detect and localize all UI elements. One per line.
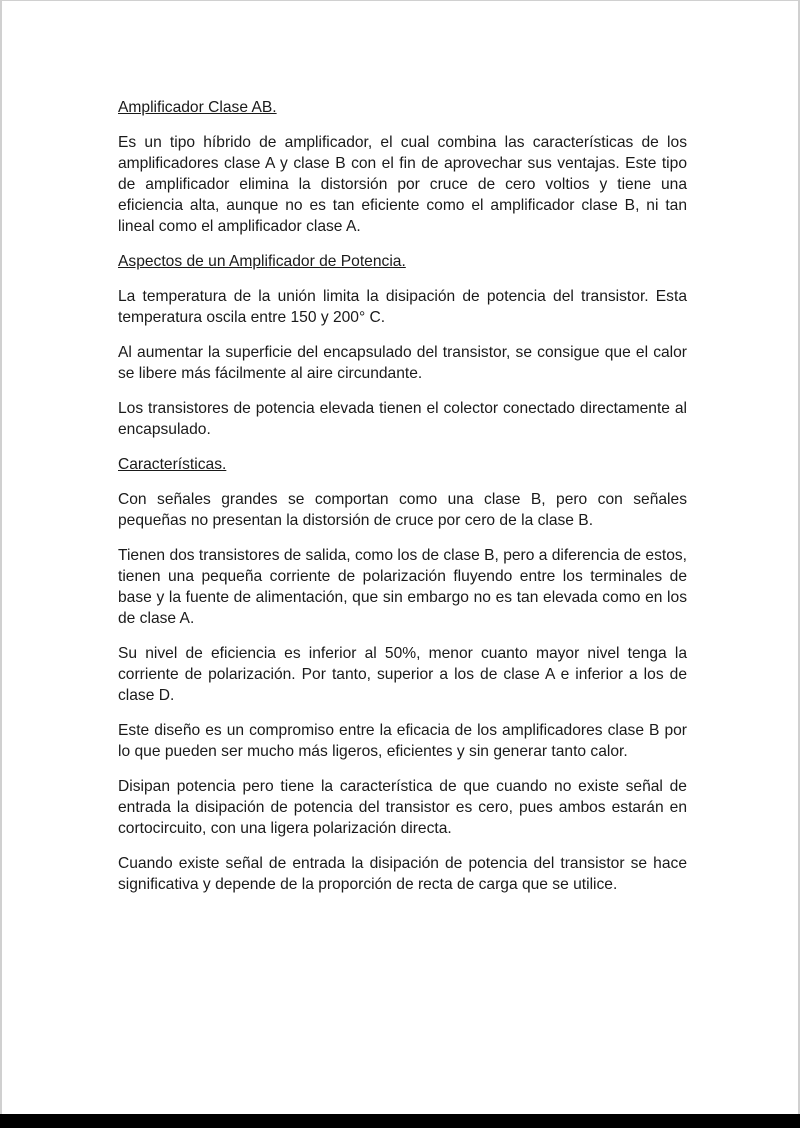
section-heading: Características.	[118, 456, 227, 473]
paragraph: Cuando existe señal de entrada la disipación de potencia del transistor se hace significativa y depende de la proporción de recta de carga que se utilice.	[118, 855, 687, 893]
paragraph: Tienen dos transistores de salida, como los de clase B, pero a diferencia de estos, tienen una pequeña corriente de polarización fluyendo entre los terminales de base y la fuente de alimentación, que sin embargo no es tan elevada como en los de clase A.	[118, 547, 687, 627]
paragraph: Con señales grandes se comportan como una clase B, pero con señales pequeñas no presentan la distorsión de cruce por cero de la clase B.	[118, 491, 687, 529]
paragraph: Al aumentar la superficie del encapsulado del transistor, se consigue que el calor se libere más fácilmente al aire circundante.	[118, 344, 687, 382]
paragraph: Los transistores de potencia elevada tienen el colector conectado directamente al encapsulado.	[118, 400, 687, 438]
paragraph: La temperatura de la unión limita la disipación de potencia del transistor. Esta temperatura oscila entre 150 y 200° C.	[118, 288, 687, 326]
paragraph: Disipan potencia pero tiene la característica de que cuando no existe señal de entrada la disipación de potencia del transistor es cero, pues ambos estarán en cortocircuito, con una ligera polarización directa.	[118, 778, 687, 837]
section-heading: Aspectos de un Amplificador de Potencia.	[118, 253, 406, 270]
paragraph: Su nivel de eficiencia es inferior al 50%, menor cuanto mayor nivel tenga la corriente de polarización. Por tanto, superior a los de clase A e inferior a los de clase D.	[118, 645, 687, 704]
paragraph: Es un tipo híbrido de amplificador, el cual combina las características de los amplificadores clase A y clase B con el fin de aprovechar sus ventajas. Este tipo de amplificador elimina la distorsión por cruce de cero voltios y tiene una eficiencia alta, aunque no es tan eficiente como el amplificador clase B, ni tan lineal como el amplificador clase A.	[118, 134, 687, 235]
section-heading: Amplificador Clase AB.	[118, 99, 277, 116]
document-content	[118, 97, 687, 909]
paragraph: Este diseño es un compromiso entre la eficacia de los amplificadores clase B por lo que pueden ser mucho más ligeros, eficientes y sin generar tanto calor.	[118, 722, 687, 760]
